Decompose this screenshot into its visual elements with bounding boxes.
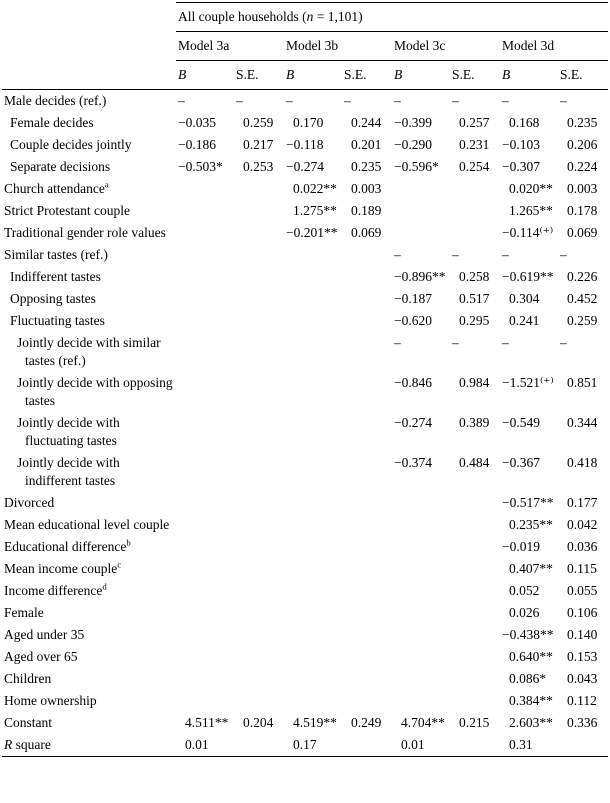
value-cell xyxy=(176,536,234,558)
row-label: Educational difference$^b$ xyxy=(4,537,131,554)
value-cell xyxy=(392,646,450,668)
value-cell: 0.336 xyxy=(567,715,598,730)
value-cell xyxy=(284,624,342,646)
value-cell xyxy=(342,624,392,646)
table-row xyxy=(2,580,608,602)
value-cell xyxy=(450,624,500,646)
value-cell xyxy=(234,178,284,200)
row-label: Mean educational level couple xyxy=(4,517,170,532)
value-cell xyxy=(176,222,234,244)
value-cell: 0.042 xyxy=(567,517,598,532)
footnote-marker: b xyxy=(126,537,131,548)
value-cell xyxy=(176,492,234,514)
value-cell: 0.517 xyxy=(459,291,490,306)
value-cell: 0.384** xyxy=(509,693,553,708)
value-cell xyxy=(392,690,450,712)
value-cell: −0.596* xyxy=(394,159,439,174)
table-row xyxy=(2,668,608,690)
value-cell: 0.153 xyxy=(567,649,598,664)
row-label: Indifferent tastes xyxy=(10,269,101,284)
value-cell: – xyxy=(560,247,567,262)
value-cell xyxy=(342,668,392,690)
value-cell: 4.519** xyxy=(293,715,337,730)
table-row xyxy=(2,266,608,288)
value-cell: 0.224 xyxy=(567,159,598,174)
value-cell: – xyxy=(286,93,293,108)
value-cell: −0.307 xyxy=(502,159,540,174)
table-row xyxy=(2,332,608,372)
table-row xyxy=(2,558,608,580)
value-cell xyxy=(342,536,392,558)
value-cell: 0.235 xyxy=(351,159,382,174)
b-col-header-3c: B xyxy=(392,61,450,90)
row-label: Home ownership xyxy=(4,693,97,708)
table-row xyxy=(2,712,608,734)
value-cell: 0.206 xyxy=(567,137,598,152)
value-cell xyxy=(284,372,342,412)
value-cell: – xyxy=(452,247,459,262)
row-label: Jointly decide with opposing tastes xyxy=(17,375,173,408)
value-cell: 0.01 xyxy=(392,734,450,757)
table-row xyxy=(2,514,608,536)
value-cell xyxy=(284,580,342,602)
row-label: Fluctuating tastes xyxy=(10,313,105,328)
value-cell: 0.407** xyxy=(509,561,553,576)
value-cell: – xyxy=(502,247,509,262)
value-cell: 0.112 xyxy=(567,693,597,708)
value-cell xyxy=(450,200,500,222)
table-row xyxy=(2,244,608,266)
model-3a-header: Model 3a xyxy=(176,32,284,61)
footnote-marker: c xyxy=(117,559,122,570)
value-cell xyxy=(284,514,342,536)
value-cell: −0.517** xyxy=(502,495,554,510)
value-cell xyxy=(342,244,392,266)
value-cell: – xyxy=(394,93,401,108)
value-cell xyxy=(450,492,500,514)
value-cell xyxy=(450,536,500,558)
row-label: Opposing tastes xyxy=(10,291,96,306)
value-cell: – xyxy=(452,93,459,108)
value-cell xyxy=(234,734,284,757)
value-cell: 0.201 xyxy=(351,137,382,152)
table-span-header xyxy=(176,3,608,32)
value-cell xyxy=(234,558,284,580)
value-cell: – xyxy=(502,93,509,108)
value-cell: −0.201** xyxy=(286,225,338,240)
value-cell: – xyxy=(560,335,567,350)
value-cell: 0.241 xyxy=(509,313,540,328)
value-cell xyxy=(342,372,392,412)
b-col-header-3a: B xyxy=(176,61,234,90)
value-cell: 0.258 xyxy=(459,269,490,284)
b-col-header-3b: B xyxy=(284,61,342,90)
row-label: Male decides (ref.) xyxy=(4,93,107,108)
value-cell xyxy=(284,452,342,492)
value-cell: −0.114⁽⁺⁾ xyxy=(502,225,554,240)
value-cell: 0.178 xyxy=(567,203,598,218)
value-cell xyxy=(234,646,284,668)
row-label: Aged over 65 xyxy=(4,649,78,664)
value-cell xyxy=(176,624,234,646)
value-cell xyxy=(176,372,234,412)
value-cell xyxy=(234,288,284,310)
row-label: Divorced xyxy=(4,495,55,510)
value-cell: 0.31 xyxy=(500,734,558,757)
value-cell: −0.438** xyxy=(502,627,554,642)
value-cell xyxy=(342,492,392,514)
table-body xyxy=(2,90,608,757)
value-cell xyxy=(284,558,342,580)
value-cell: −0.290 xyxy=(394,137,432,152)
value-cell xyxy=(450,602,500,624)
value-cell: −0.035 xyxy=(178,115,216,130)
value-cell xyxy=(234,492,284,514)
value-cell xyxy=(234,536,284,558)
value-cell xyxy=(342,602,392,624)
value-cell: 0.177 xyxy=(567,495,598,510)
value-cell: 0.640** xyxy=(509,649,553,664)
value-cell: – xyxy=(560,93,567,108)
value-cell: −0.549 xyxy=(502,415,540,430)
value-cell xyxy=(342,310,392,332)
value-cell: 0.069 xyxy=(351,225,382,240)
value-cell xyxy=(176,580,234,602)
regression-results-table xyxy=(2,2,608,757)
footnote-marker: d xyxy=(102,581,107,592)
value-cell xyxy=(342,580,392,602)
value-cell: 0.249 xyxy=(351,715,382,730)
value-cell: 0.043 xyxy=(567,671,598,686)
span-header-n-symbol: n xyxy=(306,9,314,24)
value-cell xyxy=(342,288,392,310)
se-col-header-3c: S.E. xyxy=(450,61,500,90)
span-header-row xyxy=(2,3,608,32)
value-cell: 0.452 xyxy=(567,291,598,306)
value-cell xyxy=(234,624,284,646)
row-label: Female decides xyxy=(10,115,94,130)
value-cell xyxy=(450,690,500,712)
value-cell xyxy=(234,668,284,690)
value-cell: 0.984 xyxy=(459,375,490,390)
value-cell: 0.170 xyxy=(293,115,324,130)
value-cell xyxy=(392,536,450,558)
value-cell xyxy=(284,646,342,668)
table-row xyxy=(2,372,608,412)
value-cell xyxy=(342,646,392,668)
value-cell: −0.103 xyxy=(502,137,540,152)
value-cell xyxy=(234,690,284,712)
span-header-prefix: All couple households ( xyxy=(178,9,307,24)
value-cell xyxy=(392,558,450,580)
value-cell xyxy=(284,602,342,624)
value-cell: −0.274 xyxy=(394,415,432,430)
value-cell: 0.235** xyxy=(509,517,553,532)
value-cell: 0.204 xyxy=(243,715,274,730)
value-cell xyxy=(284,412,342,452)
value-cell xyxy=(234,452,284,492)
table-row xyxy=(2,90,608,113)
value-cell: 0.253 xyxy=(243,159,274,174)
table-row xyxy=(2,452,608,492)
value-cell: – xyxy=(394,247,401,262)
value-cell xyxy=(392,514,450,536)
value-cell: 0.217 xyxy=(243,137,274,152)
value-cell xyxy=(284,310,342,332)
value-cell: −1.521⁽⁺⁾ xyxy=(502,375,554,390)
value-cell: 0.036 xyxy=(567,539,598,554)
value-cell: 0.01 xyxy=(176,734,234,757)
value-cell xyxy=(392,492,450,514)
value-cell: 0.106 xyxy=(567,605,598,620)
value-cell xyxy=(392,580,450,602)
value-cell: −0.186 xyxy=(178,137,216,152)
value-cell: 0.244 xyxy=(351,115,382,130)
value-cell xyxy=(450,668,500,690)
value-cell: 0.304 xyxy=(509,291,540,306)
value-cell: 0.020** xyxy=(509,181,553,196)
value-cell xyxy=(176,244,234,266)
value-cell: 4.511** xyxy=(185,715,229,730)
value-cell xyxy=(284,690,342,712)
value-cell xyxy=(176,668,234,690)
table-header xyxy=(2,3,608,90)
span-header-suffix: = 1,101) xyxy=(313,9,363,24)
value-cell: 0.851 xyxy=(567,375,598,390)
value-cell: −0.274 xyxy=(286,159,324,174)
value-cell xyxy=(176,310,234,332)
value-cell: 0.344 xyxy=(567,415,598,430)
table-row xyxy=(2,222,608,244)
value-cell: 0.389 xyxy=(459,415,490,430)
value-cell xyxy=(234,200,284,222)
value-cell: 0.17 xyxy=(284,734,342,757)
value-cell: 2.603** xyxy=(509,715,553,730)
value-cell: 0.295 xyxy=(459,313,490,328)
table-row xyxy=(2,310,608,332)
value-cell: 0.418 xyxy=(567,455,598,470)
value-cell xyxy=(450,734,500,757)
value-cell: 1.275** xyxy=(293,203,337,218)
row-label: Jointly decide with fluctuating tastes xyxy=(17,415,120,448)
value-cell: – xyxy=(344,93,351,108)
table-row xyxy=(2,690,608,712)
value-cell: – xyxy=(452,335,459,350)
row-label: Female xyxy=(4,605,44,620)
value-cell: 0.055 xyxy=(567,583,598,598)
row-label: Income difference$^d$ xyxy=(4,581,107,598)
row-label-italic-prefix: R xyxy=(4,737,13,752)
value-cell: −0.620 xyxy=(394,313,432,328)
value-cell xyxy=(558,734,608,757)
value-cell xyxy=(234,412,284,452)
value-cell xyxy=(284,668,342,690)
model-3b-header: Model 3b xyxy=(284,32,392,61)
se-col-header-3d: S.E. xyxy=(558,61,608,90)
value-cell: −0.503* xyxy=(178,159,223,174)
value-cell xyxy=(284,332,342,372)
se-col-header-3a: S.E. xyxy=(234,61,284,90)
value-cell xyxy=(450,646,500,668)
table-row xyxy=(2,492,608,514)
table-row xyxy=(2,112,608,134)
b-col-header-3d: B xyxy=(500,61,558,90)
value-cell xyxy=(450,178,500,200)
value-cell xyxy=(284,288,342,310)
row-label: Aged under 35 xyxy=(4,627,85,642)
value-cell xyxy=(284,536,342,558)
value-cell xyxy=(234,222,284,244)
table-row xyxy=(2,200,608,222)
value-cell: 0.003 xyxy=(351,181,382,196)
value-cell xyxy=(392,602,450,624)
row-label: Mean income couple$^c$ xyxy=(4,559,122,576)
row-label: R square xyxy=(2,734,176,757)
value-cell xyxy=(392,222,450,244)
value-cell: 0.140 xyxy=(567,627,598,642)
value-cell xyxy=(342,266,392,288)
value-cell: 0.231 xyxy=(459,137,490,152)
table-row xyxy=(2,536,608,558)
model-3c-header: Model 3c xyxy=(392,32,500,61)
value-cell xyxy=(234,266,284,288)
row-label: Jointly decide with similar tastes (ref.) xyxy=(17,335,161,368)
value-cell xyxy=(284,492,342,514)
value-cell xyxy=(176,332,234,372)
value-cell: – xyxy=(394,335,401,350)
table-row xyxy=(2,602,608,624)
table-row xyxy=(2,156,608,178)
value-cell: −0.118 xyxy=(286,137,324,152)
value-cell: 0.257 xyxy=(459,115,490,130)
row-label: Church attendance$^a$ xyxy=(4,179,109,196)
value-cell xyxy=(342,514,392,536)
value-cell xyxy=(176,266,234,288)
value-cell xyxy=(176,514,234,536)
value-cell xyxy=(234,602,284,624)
row-label: Jointly decide with indifferent tastes xyxy=(17,455,120,488)
value-cell: 0.189 xyxy=(351,203,382,218)
value-cell xyxy=(234,332,284,372)
value-cell xyxy=(342,690,392,712)
table-row xyxy=(2,646,608,668)
row-label: Strict Protestant couple xyxy=(4,203,130,218)
value-cell: 0.069 xyxy=(567,225,598,240)
value-cell xyxy=(176,178,234,200)
value-cell xyxy=(176,452,234,492)
value-cell xyxy=(342,558,392,580)
footnote-marker: a xyxy=(104,179,109,190)
value-cell xyxy=(450,514,500,536)
value-cell xyxy=(234,580,284,602)
value-cell: 1.265** xyxy=(509,203,553,218)
value-cell: −0.399 xyxy=(394,115,432,130)
model-3d-header: Model 3d xyxy=(500,32,608,61)
value-cell: 0.259 xyxy=(243,115,274,130)
value-cell xyxy=(450,558,500,580)
table-row xyxy=(2,624,608,646)
value-cell: – xyxy=(502,335,509,350)
value-cell xyxy=(342,452,392,492)
row-label: Children xyxy=(4,671,52,686)
table-row xyxy=(2,412,608,452)
row-label: Couple decides jointly xyxy=(10,137,132,152)
value-cell: 0.484 xyxy=(459,455,490,470)
value-cell: −0.619** xyxy=(502,269,554,284)
table-row xyxy=(2,134,608,156)
value-cell: 0.168 xyxy=(509,115,540,130)
value-cell xyxy=(234,372,284,412)
value-cell xyxy=(234,310,284,332)
value-cell xyxy=(284,266,342,288)
value-cell: −0.187 xyxy=(394,291,432,306)
value-cell xyxy=(176,646,234,668)
value-cell: 0.086* xyxy=(509,671,547,686)
value-cell xyxy=(392,624,450,646)
value-cell xyxy=(392,200,450,222)
value-cell: −0.896** xyxy=(394,269,446,284)
value-cell: −0.367 xyxy=(502,455,540,470)
value-cell: 0.226 xyxy=(567,269,598,284)
value-cell xyxy=(342,412,392,452)
value-cell xyxy=(176,412,234,452)
table-row xyxy=(2,734,608,757)
row-label: Separate decisions xyxy=(10,159,111,174)
value-cell: 0.052 xyxy=(509,583,540,598)
value-cell: 0.215 xyxy=(459,715,490,730)
value-cell xyxy=(176,558,234,580)
value-cell: 0.235 xyxy=(567,115,598,130)
value-cell: 0.259 xyxy=(567,313,598,328)
value-cell xyxy=(284,244,342,266)
value-cell xyxy=(176,288,234,310)
value-cell: 0.115 xyxy=(567,561,597,576)
value-cell: −0.374 xyxy=(394,455,432,470)
table-row xyxy=(2,178,608,200)
value-cell: – xyxy=(178,93,185,108)
value-cell xyxy=(392,178,450,200)
value-cell xyxy=(342,734,392,757)
row-label: Similar tastes (ref.) xyxy=(4,247,108,262)
row-label: Traditional gender role values xyxy=(4,225,166,240)
value-cell: 0.254 xyxy=(459,159,490,174)
table-row xyxy=(2,288,608,310)
value-cell: −0.019 xyxy=(502,539,540,554)
value-cell xyxy=(176,690,234,712)
value-cell xyxy=(450,580,500,602)
value-cell xyxy=(342,332,392,372)
value-cell: −0.846 xyxy=(394,375,432,390)
row-label: Constant xyxy=(4,715,53,730)
value-cell: – xyxy=(236,93,243,108)
value-cell xyxy=(392,668,450,690)
value-cell xyxy=(176,200,234,222)
value-cell xyxy=(450,222,500,244)
value-cell: 0.003 xyxy=(567,181,598,196)
se-col-header-3b: S.E. xyxy=(342,61,392,90)
value-cell xyxy=(234,514,284,536)
value-cell xyxy=(176,602,234,624)
value-cell: 0.026 xyxy=(509,605,540,620)
value-cell: 0.022** xyxy=(293,181,337,196)
value-cell xyxy=(234,244,284,266)
corner-cell xyxy=(2,3,176,90)
value-cell: 4.704** xyxy=(401,715,445,730)
